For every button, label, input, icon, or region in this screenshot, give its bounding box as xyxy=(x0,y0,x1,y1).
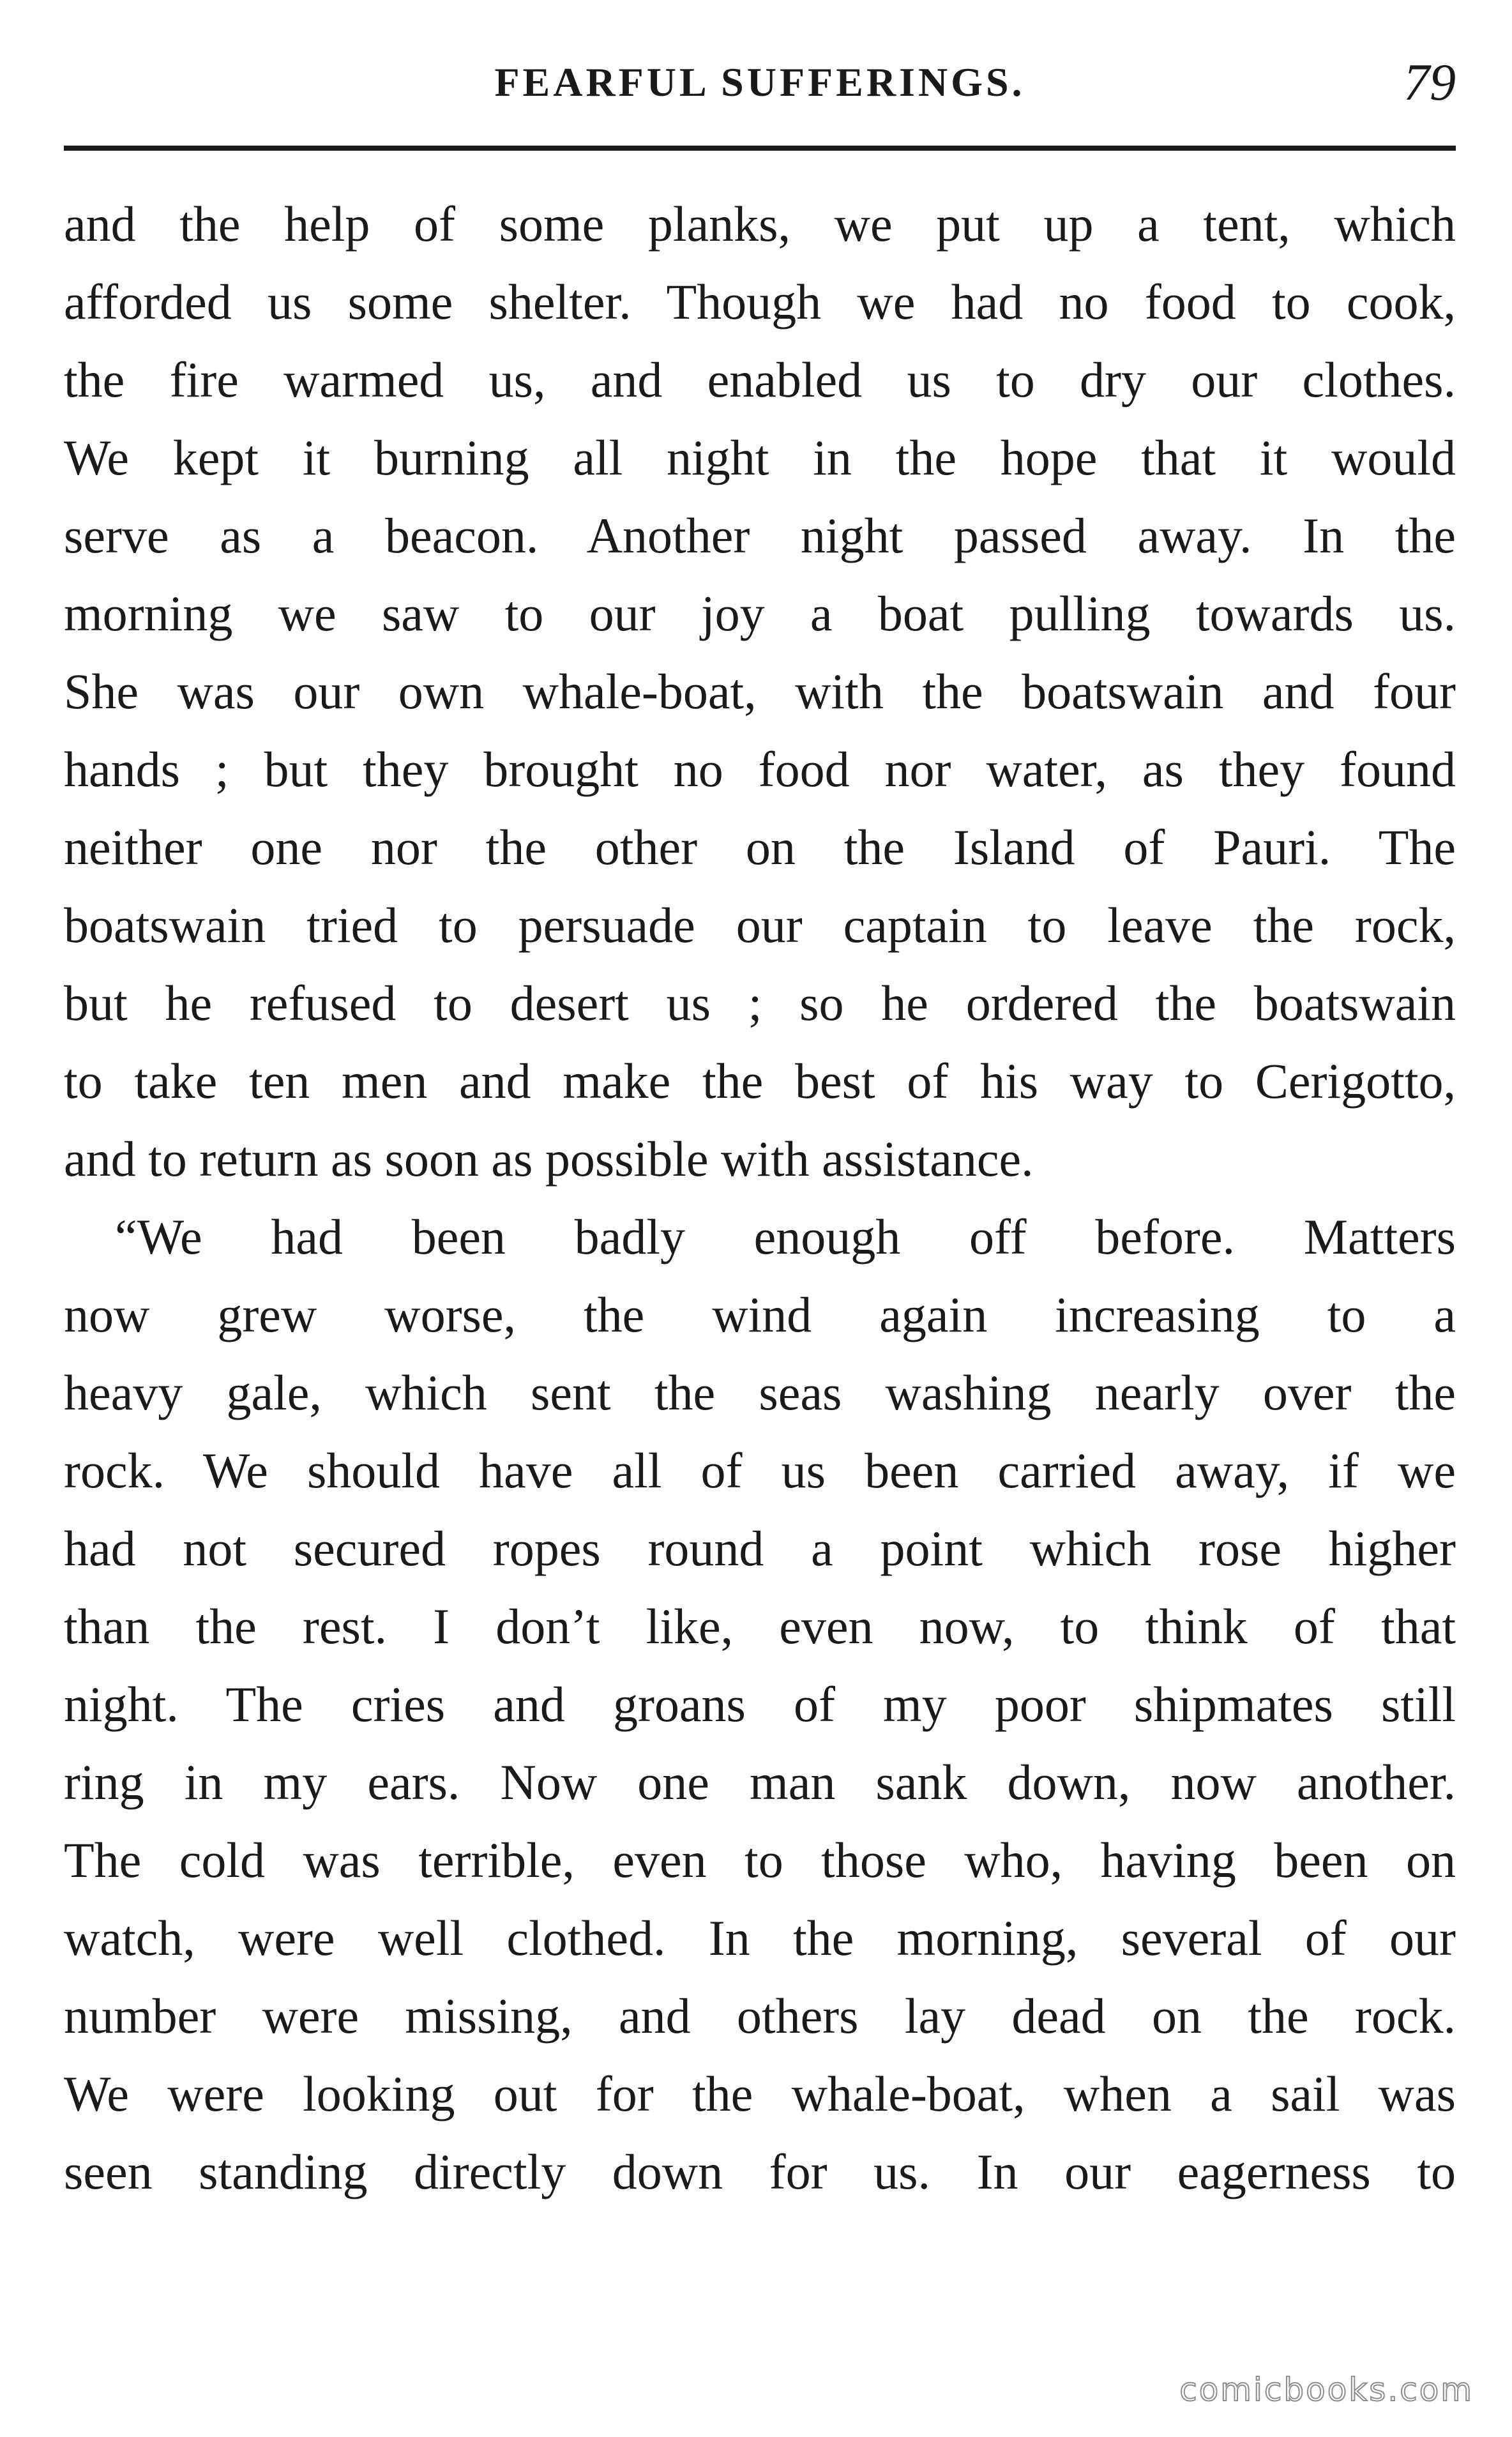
text-line: and the help of some planks, we put up a tent, which xyxy=(64,196,1456,252)
running-title: FEARFUL SUFFERINGS. xyxy=(494,59,1025,105)
text-line: The cold was terrible, even to those who, having been on xyxy=(64,1832,1456,1888)
text-line: night. The cries and groans of my poor shipmates still xyxy=(64,1676,1456,1732)
text-line: rock. We should have all of us been carried away, if we xyxy=(64,1443,1456,1498)
text-line: We were looking out for the whale-boat, when a sail was xyxy=(64,2066,1456,2122)
text-line: She was our own whale-boat, with the boatswain and four xyxy=(64,664,1456,719)
text-line: hands ; but they brought no food nor water, as they found xyxy=(64,741,1456,797)
text-line: watch, were well clothed. In the morning, several of our xyxy=(64,1910,1456,1966)
text-line: serve as a beacon. Another night passed away. In the xyxy=(64,508,1456,563)
text-line: the fire warmed us, and enabled us to dry our clothes. xyxy=(64,352,1456,407)
text-line: but he refused to desert us ; so he ordered the boatswain xyxy=(64,975,1456,1031)
text-line: and to return as soon as possible with assistance. xyxy=(64,1131,1034,1187)
text-line: to take ten men and make the best of his way to Cerigotto, xyxy=(64,1053,1456,1109)
text-line: “We had been badly enough off before. Matters xyxy=(115,1209,1456,1264)
text-line: neither one nor the other on the Island of Pauri. The xyxy=(64,819,1456,875)
text-line: boatswain tried to persuade our captain to leave the rock, xyxy=(64,897,1456,953)
text-line: We kept it burning all night in the hope that it would xyxy=(64,430,1456,485)
text-line: afforded us some shelter. Though we had no food to cook, xyxy=(64,274,1456,330)
text-line: than the rest. I don’t like, even now, to think of that xyxy=(64,1598,1456,1654)
text-line: seen standing directly down for us. In our eagerness to xyxy=(64,2144,1456,2199)
text-line: had not secured ropes round a point which rose higher xyxy=(64,1521,1456,1576)
text-line: number were missing, and others lay dead on the rock. xyxy=(64,1988,1456,2044)
page-number: 79 xyxy=(1403,53,1456,111)
text-line: ring in my ears. Now one man sank down, now another. xyxy=(64,1754,1456,1810)
header-rule xyxy=(64,146,1456,151)
text-line: heavy gale, which sent the seas washing nearly over the xyxy=(64,1365,1456,1420)
watermark: comicbooks.com xyxy=(1179,2371,1474,2408)
text-line: morning we saw to our joy a boat pulling towards us. xyxy=(64,586,1456,641)
text-line: now grew worse, the wind again increasing to a xyxy=(64,1287,1456,1342)
running-head xyxy=(64,45,1456,128)
